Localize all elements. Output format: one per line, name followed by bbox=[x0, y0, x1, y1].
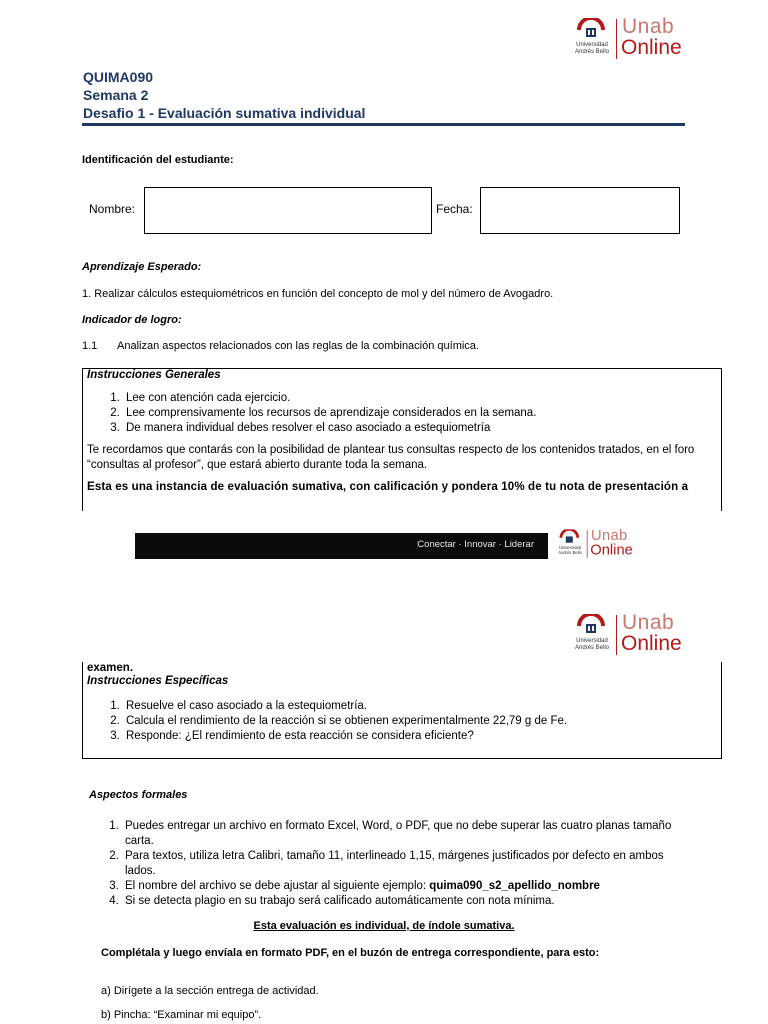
list-item: 3. El nombre del archivo se debe ajustar al siguiente ejemplo: quima090_s2_apellido_nombre bbox=[122, 879, 682, 894]
evaluation-emphasis-continued: examen. bbox=[87, 662, 134, 674]
indicator-number: 1.1 bbox=[82, 340, 98, 352]
specific-instructions-box bbox=[82, 662, 722, 759]
logo-separator bbox=[587, 530, 588, 558]
course-code: QUIMA090 bbox=[83, 69, 154, 85]
logo-university-text: Universidad Andrés Bello bbox=[558, 546, 582, 555]
logo-unab: Unab bbox=[622, 15, 675, 38]
logo-separator bbox=[616, 615, 617, 655]
logo-university-text: Universidad Andrés Bello bbox=[574, 638, 610, 651]
list-item: 1. Puedes entregar un archivo en formato Excel, Word, o PDF, que no debe superar las cuatro planas tamaño carta. bbox=[122, 819, 682, 849]
week-label: Semana 2 bbox=[83, 87, 149, 103]
general-instructions-heading: Instrucciones Generales bbox=[87, 369, 221, 381]
forum-note: Te recordamos que contarás con la posibilidad de plantear tus consultas respecto de los contenidos tratados, en el foro “consultas al profesor”, que estará abierto durante toda la semana. bbox=[87, 444, 695, 471]
footer-slogan: Conectar · Innovar · Liderar bbox=[417, 539, 534, 550]
university-seal-icon bbox=[576, 18, 606, 42]
list-item: 1. Lee con atención cada ejercicio. bbox=[123, 391, 721, 406]
date-label: Fecha: bbox=[436, 202, 473, 216]
list-item: 3. De manera individual debes resolver el caso asociado a estequiometría bbox=[123, 421, 721, 436]
logo-university-text: Universidad Andrés Bello bbox=[574, 42, 610, 55]
header-rule bbox=[82, 123, 685, 126]
general-instructions-box bbox=[82, 368, 722, 511]
name-label: Nombre: bbox=[89, 202, 136, 216]
learning-item: 1. Realizar cálculos estequiométricos en función del concepto de mol y del número de Avogadro. bbox=[82, 288, 554, 300]
list-item: 2. Para textos, utiliza letra Calibri, tamaño 11, interlineado 1,15, márgenes justificados por defecto en ambos lados. bbox=[122, 849, 682, 879]
logo-unab: Unab bbox=[591, 527, 628, 544]
university-seal-icon bbox=[576, 614, 606, 638]
university-seal-icon bbox=[559, 529, 580, 546]
footer-logo bbox=[556, 528, 640, 560]
formal-heading: Aspectos formales bbox=[89, 789, 188, 801]
specific-instructions-list bbox=[83, 699, 721, 744]
list-item: 3. Responde: ¿El rendimiento de esta reacción se considera eficiente? bbox=[123, 729, 721, 744]
learning-heading: Aprendizaje Esperado: bbox=[82, 261, 202, 273]
indicator-heading: Indicador de logro: bbox=[82, 314, 182, 326]
formal-list bbox=[82, 819, 682, 909]
unab-online-logo bbox=[572, 16, 692, 62]
specific-instructions-heading: Instrucciones Específicas bbox=[87, 675, 229, 687]
document-title: Desafio 1 - Evaluación sumativa individual bbox=[83, 105, 366, 121]
list-item: 2. Calcula el rendimiento de la reacción si se obtienen experimentalmente 22,79 g de Fe. bbox=[123, 714, 721, 729]
logo-separator bbox=[616, 19, 617, 59]
student-heading: Identificación del estudiante: bbox=[82, 154, 234, 166]
general-instructions-list bbox=[83, 391, 721, 436]
submission-instruction: Complétala y luego envíala en formato PDF, en el buzón de entrega correspondiente, para esto: bbox=[101, 947, 600, 959]
step-a: a) Dirígete a la sección entrega de actividad. bbox=[101, 985, 319, 997]
logo-unab: Unab bbox=[622, 611, 675, 634]
logo-online: Online bbox=[590, 542, 633, 559]
logo-online: Online bbox=[621, 36, 682, 59]
footer-band bbox=[135, 533, 548, 559]
name-field[interactable] bbox=[144, 187, 432, 234]
indicator-text: Analizan aspectos relacionados con las reglas de la combinación química. bbox=[117, 340, 479, 352]
list-item: 2. Lee comprensivamente los recursos de aprendizaje considerados en la semana. bbox=[123, 406, 721, 421]
list-item: 1. Resuelve el caso asociado a la estequiometría. bbox=[123, 699, 721, 714]
unab-online-logo bbox=[572, 612, 692, 658]
evaluation-emphasis: Esta es una instancia de evaluación sumativa, con calificación y pondera 10% de tu nota de presentación a bbox=[87, 481, 689, 493]
filename-example: quima090_s2_apellido_nombre bbox=[429, 880, 600, 892]
list-item: 4. Si se detecta plagio en su trabajo será calificado automáticamente con nota mínima. bbox=[122, 894, 682, 909]
logo-online: Online bbox=[621, 632, 682, 655]
step-b: b) Pincha: “Examinar mi equipo”. bbox=[101, 1009, 262, 1021]
individual-notice: Esta evaluación es individual, de índole sumativa. bbox=[253, 920, 515, 932]
date-field[interactable] bbox=[480, 187, 680, 234]
